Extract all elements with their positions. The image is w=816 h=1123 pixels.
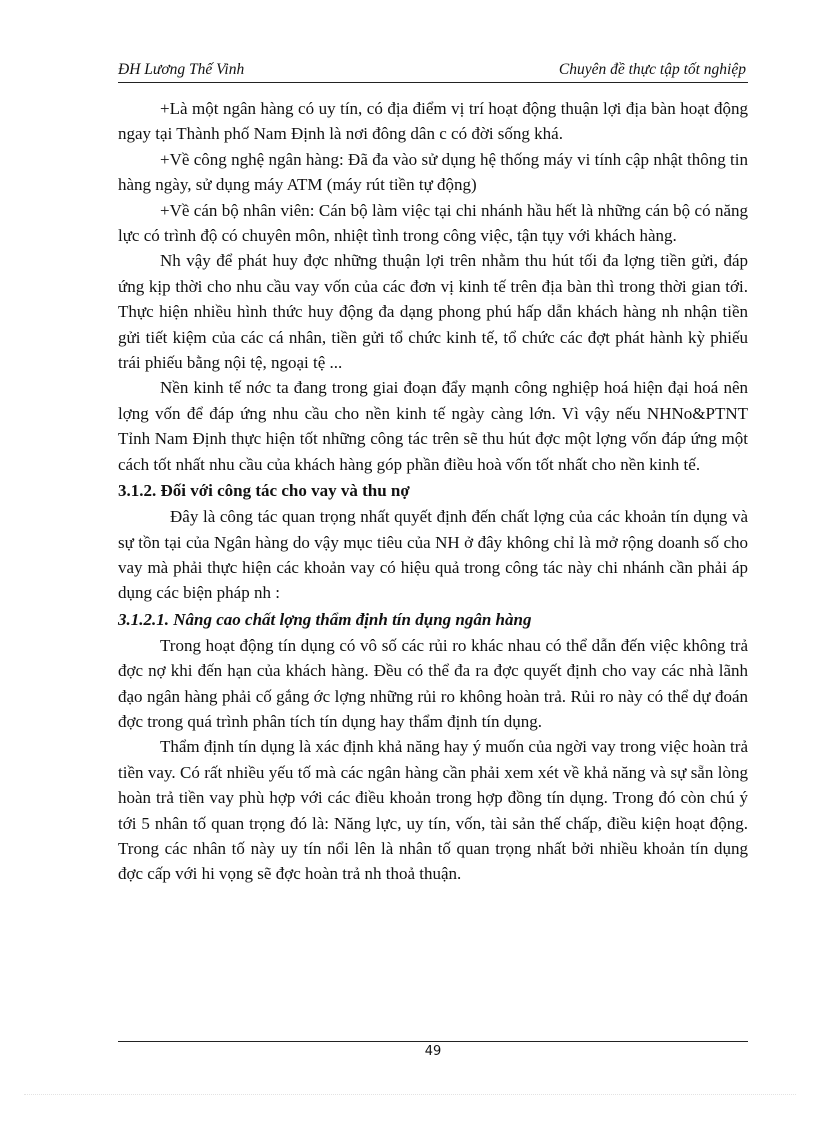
header-institution: ĐH Lương Thế Vinh: [118, 61, 245, 78]
paragraph-credit-appraisal: Thẩm định tín dụng là xác định khả năng hay ý muốn của ngời vay trong việc hoàn trả tiền vay. Có rất nhiều yếu tố mà các ngân hàng cần phải xem xét về khả năng và sự sẵn lòng hoàn trả tiền vay phù hợp với các điều khoản trong hợp đồng tín dụng. Trong đó còn chú ý tới 5 nhân tố quan trọng đó là: Năng lực, uy tín, vốn, tài sản thế chấp, điều kiện hoạt động. Trong các nhân tố này uy tín nổi lên là nhân tố quan trọng nhất bởi nhiều khoản tín dụng đợc cấp với hi vọng sẽ đợc hoàn trả nh thoả thuận.: [118, 737, 748, 884]
paragraph-capital-demand: Nền kinh tế nớc ta đang trong giai đoạn đẩy mạnh công nghiệp hoá hiện đại hoá nên lợng vốn để đáp ứng nhu cầu cho nền kinh tế ngày càng lớn. Vì vậy nếu NHNo&PTNT Tỉnh Nam Định thực hiện tốt những công tác trên sẽ thu hút đợc một lợng vốn đáp ứng một cách tốt nhất nhu cầu của khách hàng góp phần điều hoà vốn tốt nhất cho nền kinh tế.: [118, 378, 748, 474]
page-bottom-divider: [24, 1094, 796, 1095]
paragraph-deposit-strategy: Nh vậy để phát huy đợc những thuận lợi trên nhằm thu hút tối đa lợng tiền gửi, đáp ứng kịp thời cho nhu cầu vay vốn của các đơn vị kinh tế trên địa bàn thì trong thời gian tới. Thực hiện nhiều hình thức huy động đa dạng phong phú hấp dẫn khách hàng nh nhận tiền gửi tiết kiệm của các cá nhân, tiền gửi tổ chức kinh tế, tổ chức các đợt phát hành kỳ phiếu trái phiếu bằng nội tệ, ngoại tệ ...: [118, 251, 748, 373]
page-footer: [118, 1041, 748, 1059]
paragraph-credit-risk: Trong hoạt động tín dụng có vô số các rủi ro khác nhau có thể dẫn đến việc không trả đợc nợ khi đến hạn của khách hàng. Đều có thể đa ra đợc quyết định cho vay các nhà lãnh đạo ngân hàng phải cố gắng ớc lợng những rủi ro không hoàn trả. Rủi ro này có thể dự đoán đợc trong quá trình phân tích tín dụng hay thẩm định tín dụng.: [118, 635, 748, 731]
paragraph-staff: +Về cán bộ nhân viên: Cán bộ làm việc tại chi nhánh hầu hết là những cán bộ có năng lực có trình độ có chuyên môn, nhiệt tình trong công việc, tận tụy với khách hàng.: [118, 200, 748, 246]
header-document-title: Chuyên đề thực tập tốt nghiệp: [558, 61, 746, 78]
page-header: [118, 58, 748, 83]
subsection-heading-appraisal: 3.1.2.1. Nâng cao chất lợng thẩm định tín dụng ngân hàng: [118, 609, 532, 629]
page-body: [118, 96, 748, 887]
paragraph-reputation: +Là một ngân hàng có uy tín, có địa điểm vị trí hoạt động thuận lợi địa bàn hoạt động ngay tại Thành phố Nam Định là nơi đông dân c có đời sống khá.: [118, 99, 748, 144]
page-number: 49: [424, 1044, 442, 1059]
section-heading-lending: 3.1.2. Đối với công tác cho vay và thu nợ: [118, 481, 410, 501]
paragraph-technology: +Về công nghệ ngân hàng: Đã đa vào sử dụng hệ thống máy vi tính cập nhật thông tin hàng ngày, sử dụng máy ATM (máy rút tiền tự động): [118, 149, 748, 195]
paragraph-lending-importance: Đây là công tác quan trọng nhất quyết định đến chất lợng của các khoản tín dụng và sự tồn tại của Ngân hàng do vậy mục tiêu của NH ở đây không chỉ là mở rộng doanh số cho vay mà phải thực hiện các khoản vay có hiệu quả trong công tác này chi nhánh cần phải áp dụng các biện pháp nh :: [118, 507, 748, 603]
